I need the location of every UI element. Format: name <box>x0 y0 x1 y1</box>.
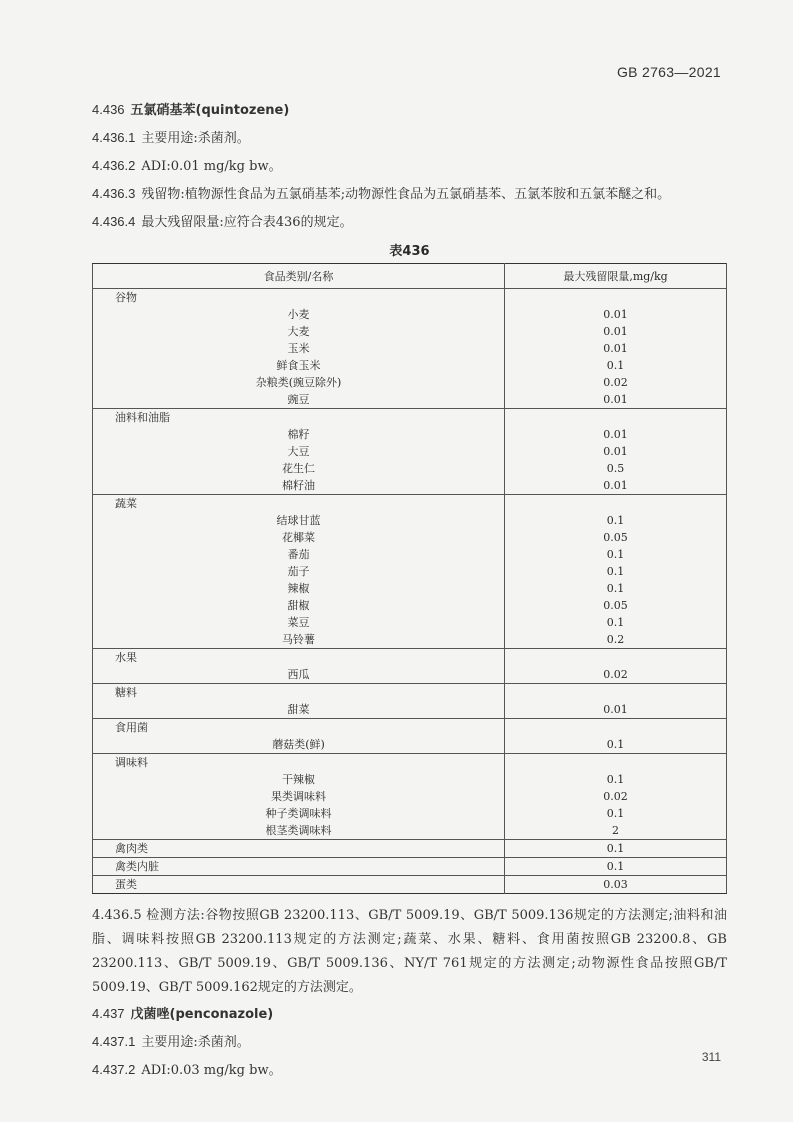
limit-value: 0.1 <box>606 616 625 629</box>
limit-value: 0.1 <box>606 773 625 786</box>
food-name: 甜菜 <box>93 701 505 719</box>
food-name: 干辣椒 <box>93 771 505 788</box>
clause-text: ADI:0.03 mg/kg bw。 <box>141 1063 282 1078</box>
clause <box>92 1032 727 1053</box>
food-name: 花生仁 <box>93 460 505 477</box>
col-header-limit: 最大残留限量,mg/kg <box>505 264 727 289</box>
limit-value: 0.01 <box>603 342 628 355</box>
table-row <box>93 460 727 477</box>
limit-value: 0.01 <box>603 445 628 458</box>
clause-text: 残留物:植物源性食品为五氯硝基苯;动物源性食品为五氯硝基苯、五氯苯胺和五氯苯醚之和。 <box>141 187 671 202</box>
table-row <box>93 822 727 840</box>
clause-number: 4.437 <box>92 1006 125 1021</box>
clause-number: 4.436.4 <box>92 214 136 229</box>
table-row <box>93 876 727 894</box>
page-number: 311 <box>701 1050 721 1064</box>
food-name: 鲜食玉米 <box>93 357 505 374</box>
table-row <box>93 771 727 788</box>
table-header-row <box>93 264 727 289</box>
table-row <box>93 546 727 563</box>
table-row <box>93 443 727 460</box>
clause <box>92 100 727 121</box>
category-row <box>93 495 727 513</box>
clause <box>92 212 727 233</box>
limit-value: 0.5 <box>606 462 625 475</box>
table-row <box>93 512 727 529</box>
table-row <box>93 858 727 876</box>
category-label: 食用菌 <box>93 719 505 737</box>
category-value <box>505 409 727 427</box>
table-row <box>93 597 727 614</box>
limit-value: 0.03 <box>505 876 727 894</box>
table-row <box>93 631 727 649</box>
limit-value: 0.1 <box>606 565 625 578</box>
limit-value: 0.1 <box>606 582 625 595</box>
food-name: 大豆 <box>93 443 505 460</box>
limit-value: 0.1 <box>505 840 727 858</box>
mrl-table <box>92 263 727 894</box>
table-row <box>93 340 727 357</box>
food-name: 蛋类 <box>93 876 505 894</box>
limit-value: 0.02 <box>603 790 628 803</box>
table-row <box>93 614 727 631</box>
table-caption: 表436 <box>389 244 430 259</box>
category-value <box>505 289 727 307</box>
food-name: 辣椒 <box>93 580 505 597</box>
category-row <box>93 754 727 772</box>
food-name: 豌豆 <box>93 391 505 409</box>
table-row <box>93 666 727 684</box>
category-value <box>505 754 727 772</box>
limit-value: 0.2 <box>606 633 625 646</box>
food-name: 杂粮类(豌豆除外) <box>93 374 505 391</box>
food-name: 菜豆 <box>93 614 505 631</box>
food-name: 玉米 <box>93 340 505 357</box>
clause-number: 4.436.2 <box>92 158 136 173</box>
limit-value: 2 <box>612 824 620 837</box>
limit-value: 0.01 <box>603 325 628 338</box>
limit-value: 0.05 <box>603 531 628 544</box>
table-body <box>93 289 727 894</box>
clause-number: 4.436.1 <box>92 130 136 145</box>
limit-value: 0.01 <box>603 308 628 321</box>
clause <box>92 184 727 205</box>
clause-number: 4.437.2 <box>92 1062 136 1077</box>
limit-value: 0.01 <box>603 479 628 492</box>
table-row <box>93 426 727 443</box>
table-row <box>93 374 727 391</box>
table-row <box>93 477 727 495</box>
food-name: 番茄 <box>93 546 505 563</box>
clause-number: 4.436.5 <box>92 908 142 923</box>
category-row <box>93 684 727 702</box>
food-name: 花椰菜 <box>93 529 505 546</box>
limit-value: 0.1 <box>505 858 727 876</box>
limit-value: 0.01 <box>603 703 628 716</box>
clause <box>92 1004 727 1025</box>
method-clause <box>92 904 727 1000</box>
clause-text: 检测方法:谷物按照GB 23200.113、GB/T 5009.19、GB/T 5009.136规定的方法测定;油料和油脂、调味料按照GB 23200.113规定的方法测定;蔬菜、水果、糖料、食用菌按照GB 23200.8、GB 23200.113、GB/T 5009.19、GB/T 5009.136、NY/T 761规定的方法测定;动物源性食品按照GB/T 5009.19、GB/T 5009.162规定的方法测定。 <box>92 908 727 995</box>
limit-value: 0.02 <box>603 376 628 389</box>
clause <box>92 128 727 149</box>
food-name: 小麦 <box>93 306 505 323</box>
food-name: 茄子 <box>93 563 505 580</box>
standard-code: GB 2763—2021 <box>616 64 721 80</box>
food-name: 禽类内脏 <box>93 858 505 876</box>
clause-number: 4.436 <box>92 102 125 117</box>
clauses-before <box>92 100 727 233</box>
limit-value: 0.1 <box>606 738 625 751</box>
clause-title: 戊菌唑(penconazole) <box>130 1007 274 1022</box>
clause-number: 4.437.1 <box>92 1034 136 1049</box>
limit-value: 0.01 <box>603 428 628 441</box>
clause <box>92 156 727 177</box>
clause-text: ADI:0.01 mg/kg bw。 <box>141 159 282 174</box>
clause-title: 五氯硝基苯(quintozene) <box>130 103 290 118</box>
limit-value: 0.02 <box>603 668 628 681</box>
table-row <box>93 529 727 546</box>
food-name: 蘑菇类(鲜) <box>93 736 505 754</box>
limit-value: 0.01 <box>603 393 628 406</box>
category-label: 蔬菜 <box>93 495 505 513</box>
table-row <box>93 306 727 323</box>
category-label: 调味料 <box>93 754 505 772</box>
category-value <box>505 495 727 513</box>
clause-text: 主要用途:杀菌剂。 <box>141 131 250 146</box>
food-name: 结球甘蓝 <box>93 512 505 529</box>
table-row <box>93 736 727 754</box>
table-row <box>93 805 727 822</box>
food-name: 棉籽油 <box>93 477 505 495</box>
clause-number: 4.436.3 <box>92 186 136 201</box>
table-row <box>93 357 727 374</box>
food-name: 甜椒 <box>93 597 505 614</box>
col-header-food: 食品类别/名称 <box>93 264 505 289</box>
food-name: 果类调味料 <box>93 788 505 805</box>
clauses-after <box>92 1004 727 1081</box>
table-row <box>93 840 727 858</box>
limit-value: 0.1 <box>606 359 625 372</box>
food-name: 马铃薯 <box>93 631 505 649</box>
table-row <box>93 701 727 719</box>
food-name: 棉籽 <box>93 426 505 443</box>
table-row <box>93 563 727 580</box>
clause-text: 最大残留限量:应符合表436的规定。 <box>141 215 353 230</box>
category-value <box>505 684 727 702</box>
table-row <box>93 391 727 409</box>
table-row <box>93 788 727 805</box>
limit-value: 0.1 <box>606 807 625 820</box>
food-name: 西瓜 <box>93 666 505 684</box>
food-name: 大麦 <box>93 323 505 340</box>
category-value <box>505 719 727 737</box>
category-label: 谷物 <box>93 289 505 307</box>
limit-value: 0.1 <box>606 514 625 527</box>
category-label: 糖料 <box>93 684 505 702</box>
category-row <box>93 289 727 307</box>
clause <box>92 1060 727 1081</box>
category-row <box>93 649 727 667</box>
document-body <box>92 100 727 1088</box>
clause-text: 主要用途:杀菌剂。 <box>141 1035 250 1050</box>
category-row <box>93 719 727 737</box>
food-name: 种子类调味料 <box>93 805 505 822</box>
category-value <box>505 649 727 667</box>
category-label: 油料和油脂 <box>93 409 505 427</box>
category-label: 水果 <box>93 649 505 667</box>
food-name: 禽肉类 <box>93 840 505 858</box>
food-name: 根茎类调味料 <box>93 822 505 840</box>
category-row <box>93 409 727 427</box>
table-row <box>93 580 727 597</box>
table-row <box>93 323 727 340</box>
limit-value: 0.1 <box>606 548 625 561</box>
limit-value: 0.05 <box>603 599 628 612</box>
